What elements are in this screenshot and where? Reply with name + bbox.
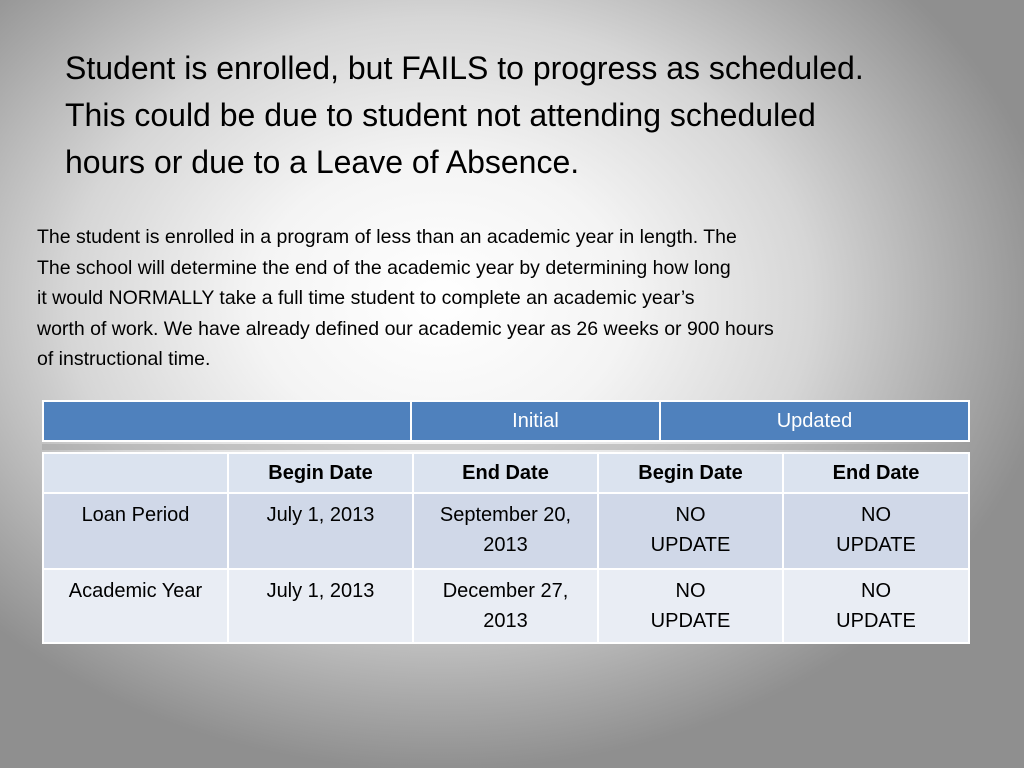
column-header-empty: [43, 453, 228, 493]
body-line: The school will determine the end of the academic year by determining how long: [37, 256, 731, 279]
initial-begin-cell: July 1, 2013: [228, 493, 413, 569]
slide-title: [65, 45, 1005, 186]
cell-line: UPDATE: [650, 610, 731, 632]
cell-line: 2013: [483, 610, 528, 632]
cell-line: 2013: [483, 534, 528, 556]
body-line: The student is enrolled in a program of less than an academic year in length. The: [37, 226, 737, 248]
title-line: This could be due to student not attending scheduled: [65, 97, 816, 133]
updated-end-cell: [783, 493, 969, 569]
cell-line: September 20,: [439, 504, 572, 526]
updated-begin-cell: [598, 569, 783, 643]
updated-end-cell: [783, 569, 969, 643]
cell-line: NO: [675, 504, 706, 526]
column-header-updated-begin: Begin Date: [598, 453, 783, 493]
cell-line: UPDATE: [650, 534, 731, 556]
table-separator: [42, 444, 968, 450]
body-line: worth of work. We have already defined our academic year as 26 weeks or 900 hours: [37, 317, 774, 340]
initial-end-cell: [413, 569, 598, 643]
table-row: [43, 569, 969, 643]
group-header-empty: [43, 401, 411, 441]
initial-end-cell: [413, 493, 598, 569]
column-header-updated-end: End Date: [783, 453, 969, 493]
body-paragraph: [37, 222, 997, 375]
body-line: of instructional time.: [37, 348, 211, 370]
row-label: Loan Period: [43, 493, 228, 569]
cell-line: December 27,: [442, 580, 569, 602]
column-header-row: [43, 453, 969, 493]
group-header-initial: Initial: [411, 401, 660, 441]
updated-begin-cell: [598, 493, 783, 569]
cell-line: UPDATE: [836, 534, 916, 556]
row-label: Academic Year: [43, 569, 228, 643]
title-line: hours or due to a Leave of Absence.: [65, 144, 580, 180]
cell-line: NO: [861, 580, 891, 602]
column-header-initial-end: End Date: [413, 453, 598, 493]
column-header-initial-begin: Begin Date: [228, 453, 413, 493]
title-line: Student is enrolled, but FAILS to progress as scheduled.: [65, 50, 864, 86]
group-header-table: [42, 400, 970, 442]
cell-line: NO: [861, 504, 891, 526]
group-header-updated: Updated: [660, 401, 969, 441]
dates-table: [42, 452, 970, 644]
initial-begin-cell: July 1, 2013: [228, 569, 413, 643]
table-row: [43, 493, 969, 569]
body-line: it would NORMALLY take a full time student to complete an academic year’s: [37, 287, 695, 309]
cell-line: UPDATE: [836, 610, 916, 632]
group-header-row: [43, 401, 969, 441]
cell-line: NO: [675, 580, 706, 602]
